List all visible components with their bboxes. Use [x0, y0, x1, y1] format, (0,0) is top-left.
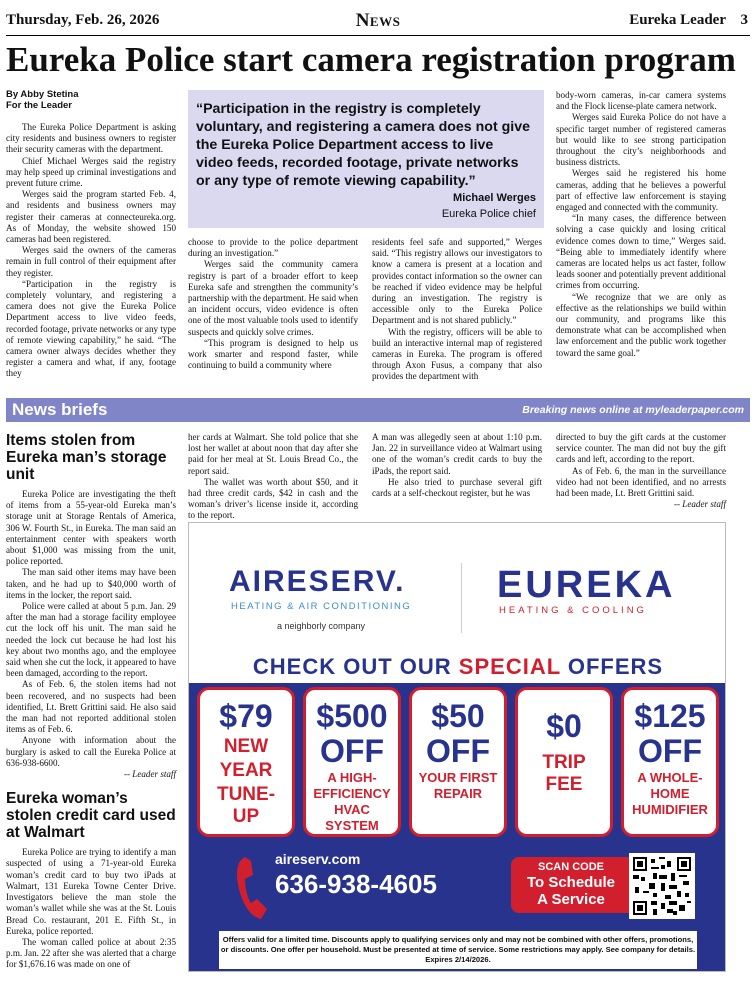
neighborly-tag: a neighborly company: [277, 621, 366, 631]
brief-column-1: [6, 432, 176, 971]
paragraph: The man said other items may have been taken, and he had up to $40,000 worth of items in the locker, the report said.: [6, 567, 176, 600]
paragraph: Eureka Police are investigating the theft of items from a 55-year-old Eureka man’s storage unit at Storage Rentals of America, 306 W. Fourth St., in Eureka. The man said an entertainment center with speakers worth about $1,000 was missing from the unit, police reported.: [6, 489, 176, 567]
article-column-3: [372, 237, 542, 383]
coupon-humidifier[interactable]: [621, 687, 719, 837]
article-column-2: [188, 237, 358, 371]
paragraph: “This program is designed to help us work smarter and respond faster, while continuing to build a community where: [188, 337, 358, 371]
logo-divider: [461, 563, 462, 633]
paper-name: Eureka Leader: [629, 12, 726, 28]
qr-code-icon: [633, 857, 691, 915]
coupon-off: OFF: [426, 733, 490, 769]
header-rule: [6, 35, 750, 36]
paragraph: The Eureka Police Department is asking city residents and business owners to register their security cameras with the department.: [6, 122, 176, 155]
pull-quote-title: Eureka Police chief: [441, 208, 536, 220]
coupon-line: NEW: [223, 736, 269, 757]
paragraph: A man was allegedly seen at about 1:10 p.m. Jan. 22 in surveillance video at Walmart using one of the woman’s credit cards to buy the iPads, the report said.: [372, 432, 542, 476]
coupon-price: $50: [431, 698, 485, 734]
paragraph: Werges said he registered his home cameras, adding that he believes a powerful part of effective law enforcement is staying engaged and connected with the community.: [556, 168, 726, 213]
breaking-news-link[interactable]: Breaking news online at myleaderpaper.com: [522, 404, 744, 416]
ad-phone-number[interactable]: 636-938-4605: [275, 869, 437, 899]
paragraph: choose to provide to the police department during an investigation.”: [188, 237, 358, 259]
paragraph: “We recognize that we are only as effective as the relationships we build within our community, and programs like this demonstrate what can be accomplished when law enforcement and the public work together toward the same goal.”: [556, 291, 726, 358]
coupon-desc: TRIP FEE: [542, 752, 586, 795]
paragraph: As of Feb. 6, the stolen items had not been recovered, and no suspects had been identified, Lt. Brett Grittini said. He also said the man had not reported additional stolen items as of Feb. 6.: [6, 679, 176, 735]
coupon-off: OFF: [320, 733, 384, 769]
hvac-advertisement[interactable]: [188, 522, 726, 972]
news-briefs-title: News briefs: [12, 400, 108, 419]
brief-column-3: [372, 432, 542, 499]
coupon-off: OFF: [638, 733, 702, 769]
coupon-hvac-system[interactable]: [303, 687, 401, 837]
brief-headline: Items stolen from Eureka man’s storage unit: [6, 432, 167, 483]
ad-fine-print: Offers valid for a limited time. Discounts apply to qualifying services only and may not be combined with other offers, promotions, or discounts. One offer per household. Must be presented at time of service. Some restrictions may apply. See company for details. Expires 2/14/2026.: [219, 931, 697, 969]
paragraph: The woman called police at about 2:35 p.m. Jan. 22 after she was alerted that a charge for $1,676.16 was made on one of: [6, 936, 176, 970]
byline-org: For the Leader: [6, 100, 72, 111]
page-number: 3: [740, 12, 748, 28]
brief-column-2: [188, 432, 358, 522]
pull-quote-name: Michael Werges: [453, 192, 536, 204]
paragraph: Police were called at about 5 p.m. Jan. 29 after the man had a storage facility employee cut the lock off his unit. The man said he needed the lock cut because he had lost his key about two months ago, and the employee said when she cut the lock, it appeared to have been damaged, according to the report.: [6, 601, 176, 679]
paragraph: Chief Michael Werges said the registry may help speed up criminal investigations and prevent future crime.: [6, 155, 176, 189]
ad-website[interactable]: aireserv.com: [275, 851, 361, 867]
ad-headline: [189, 651, 726, 683]
scan-line-3: A Service: [537, 891, 605, 908]
paragraph: her cards at Walmart. She told police that she lost her wallet at about noon that day after she paid for her meal at St. Louis Bread Co., the report said.: [188, 432, 358, 476]
coupon-first-repair[interactable]: [409, 687, 507, 837]
signoff: -- Leader staff: [123, 769, 176, 780]
coupon-line: TUNE-UP: [216, 784, 276, 827]
ad-headline-b: SPECIAL: [458, 654, 561, 679]
coupon-tune-up[interactable]: [197, 687, 295, 837]
aireserv-logo: AIRESERV.: [229, 565, 406, 598]
coupon-price: $125: [634, 698, 706, 734]
coupon-desc: A WHOLE-HOME HUMIDIFIER: [632, 770, 708, 817]
paragraph: “Participation in the registry is completely voluntary, and registering a camera does not give the Eureka Police Department access to live video feeds, recorded footage, private networks or any type of remote viewing capability,” he said. “The camera owner always decides whether they register a camera and what, if any, footage they: [6, 278, 176, 379]
paragraph: With the registry, officers will be able to build an interactive internal map of registered cameras in Eureka. The program is offered through Axon Fusus, a company that also provides the department with: [372, 326, 542, 382]
scan-line-2: To Schedule: [526, 874, 616, 891]
scan-line-1: SCAN CODE: [537, 861, 604, 873]
paragraph: “In many cases, the difference between solving a case quickly and losing critical evidence comes down to time,” Werges said. “Being able to immediately identify where cameras are located helps us act faster, follow leads sooner and potentially prevent additional crimes from occurring.: [556, 213, 726, 291]
paragraph: Werges said the owners of the cameras remain in full control of their equipment after they register.: [6, 245, 176, 278]
aireserv-tagline: HEATING & AIR CONDITIONING: [231, 601, 412, 612]
brief-column-4: [556, 432, 726, 510]
coupon-trip-fee[interactable]: [515, 687, 613, 837]
brief-body: [6, 489, 176, 780]
coupon-line: YEAR: [219, 760, 273, 781]
paragraph: directed to buy the gift cards at the customer service counter. The man did not buy the gift cards and left, according to the report.: [556, 432, 726, 465]
paragraph: The wallet was worth about $50, and it had three credit cards, $42 in cash and the woman’s driver’s license inside it, according to the report.: [188, 476, 358, 521]
byline-author: By Abby Stetina: [6, 89, 79, 100]
paragraph: body-worn cameras, in-car camera systems and the Flock license-plate camera network.: [556, 90, 726, 112]
byline: [6, 89, 176, 111]
article-headline: Eureka Police start camera registration program: [6, 40, 736, 79]
paragraph: As of Feb. 6, the man in the surveillance video had not been identified, and no arrests had been made, Lt. Brett Grittini said.: [556, 465, 726, 499]
paragraph: Anyone with information about the burglary is asked to call the Eureka Police at 636-938-6600.: [6, 735, 176, 768]
ad-headline-a: CHECK OUT OUR: [252, 654, 452, 679]
paragraph: Werges said Eureka Police do not have a specific target number of registered cameras but would like to see strong participation throughout the city’s neighborhoods and business districts.: [556, 112, 726, 168]
article-column-1: [6, 122, 176, 380]
pull-quote: [188, 90, 544, 228]
coupon-desc: YOUR FIRST REPAIR: [418, 770, 498, 801]
eureka-hvac-tagline: HEATING & COOLING: [499, 605, 647, 616]
signoff: -- Leader staff: [673, 499, 726, 510]
pull-quote-text: “Participation in the registry is completely voluntary, and registering a camera does not give the Eureka Police Department access to live video feeds, recorded footage, private networks or any type of remote viewing capability.”: [196, 101, 531, 189]
paragraph: Eureka Police are trying to identify a man suspected of using a 71-year-old Eureka woman’s credit card to buy two iPads at Walmart, 131 Eureka Towne Center Drive. Investigators believe the man stole the woman’s wallet while she was at the St. Louis Bread Co. restaurant, 201 E. Fifth St., in Eureka, police reported.: [6, 847, 176, 936]
article-column-4: [556, 90, 726, 359]
brief-headline: Eureka woman’s stolen credit card used at Walmart: [6, 790, 176, 842]
paragraph: residents feel safe and supported,” Werges said. “This registry allows our investigators to know a camera is present at a location and provides contact information so the owner can be reached if video evidence may be helpful during an investigation. The registry is accessible only to the Eureka Police Department and is not shared publicly.”: [372, 237, 542, 326]
scan-code-callout: [511, 857, 631, 913]
ad-headline-c: OFFERS: [567, 654, 664, 679]
ad-logo-area: [189, 523, 726, 651]
eureka-hvac-logo: EUREKA: [497, 564, 676, 606]
qr-code[interactable]: [629, 853, 695, 919]
section-title: News: [355, 10, 401, 31]
paragraph: Werges said the community camera registry is part of a broader effort to keep Eureka safe and strengthen the community’s partnership with the department. He said when an incident occurs, video evidence is often one of the most valuable tools used to identify suspects and quickly solve crimes.: [188, 259, 358, 337]
brief-body: [6, 847, 176, 970]
coupon-price: $500: [316, 698, 388, 734]
coupon-price: $0: [546, 708, 582, 744]
paragraph: He also tried to purchase several gift cards at a self-checkout register, but he was: [372, 476, 542, 499]
paragraph: Werges said the program started Feb. 4, and residents and business owners may register their cameras at connecteureka.org. As of Monday, the website showed 150 cameras had been registered.: [6, 189, 176, 245]
coupon-price: $79: [219, 698, 273, 734]
issue-date: Thursday, Feb. 26, 2026: [6, 12, 160, 28]
phone-icon: [233, 853, 273, 923]
coupon-desc: A HIGH-EFFICIENCY HVAC SYSTEM: [313, 770, 391, 833]
